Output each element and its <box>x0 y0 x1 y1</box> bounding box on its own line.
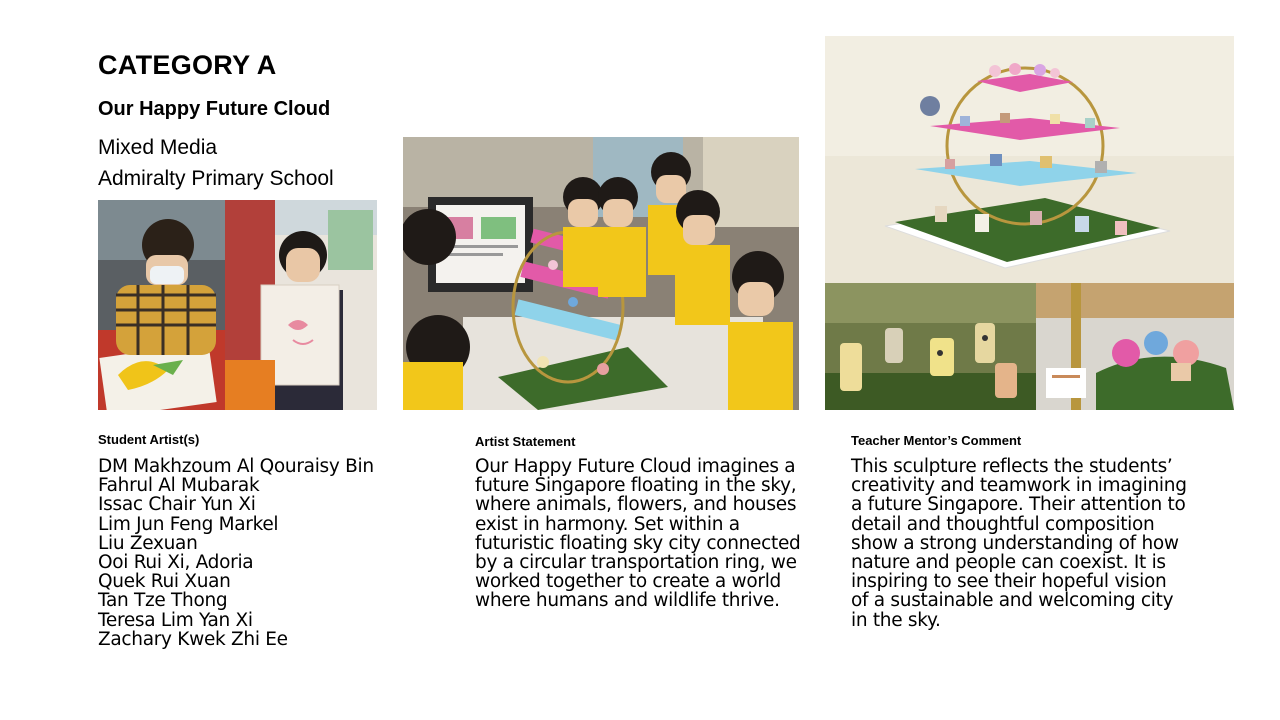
student-name: Lim Jun Feng Markel <box>98 513 279 535</box>
student-drawing-photo <box>98 200 377 410</box>
student-name: Zachary Kwek Zhi Ee <box>98 628 288 650</box>
sculpture-closeup-right-photo <box>1036 283 1234 410</box>
sculpture-closeup-left-photo <box>825 283 1036 410</box>
artwork-title: Our Happy Future Cloud <box>98 98 331 120</box>
sculpture-photo-art <box>825 36 1234 283</box>
student-name: Quek Rui Xuan <box>98 571 231 593</box>
student-name: Fahrul Al Mubarak <box>98 475 260 497</box>
mentor-comment-label: Teacher Mentor’s Comment <box>851 433 1022 448</box>
category-heading: CATEGORY A <box>98 50 277 80</box>
student-name: Teresa Lim Yan Xi <box>98 609 253 631</box>
artwork-medium: Mixed Media <box>98 136 218 159</box>
student-name: DM Makhzoum Al Qouraisy Bin <box>98 456 374 477</box>
students-with-sculpture-photo-art <box>403 137 799 410</box>
student-name: Issac Chair Yun Xi <box>98 494 256 516</box>
students-with-sculpture-photo <box>403 137 799 410</box>
mentor-comment-text: This sculpture reflects the students’ creativity and teamwork in imagining a future Singapore. Their attention to detail and thoughtful composition show a strong understanding of how nature and people can coexist. It is inspiring to see their hopeful vision of a sustainable and welcoming city in the sky. <box>851 456 1187 631</box>
student-drawing-photo-art <box>98 200 377 410</box>
student-artists-label: Student Artist(s) <box>98 432 200 447</box>
artist-statement-text: Our Happy Future Cloud imagines a future Singapore floating in the sky, where animals, flowers, and houses exist in harmony. Set within a futuristic floating sky city connected by a circular transportation ring, we worked together to create a world where humans and wildlife thrive. <box>475 456 801 612</box>
student-name: Tan Tze Thong <box>98 590 228 612</box>
school-name: Admiralty Primary School <box>98 167 334 190</box>
artist-statement-label: Artist Statement <box>475 434 576 449</box>
student-artists-list <box>98 457 418 649</box>
sculpture-photo <box>825 36 1234 283</box>
student-name: Liu Zexuan <box>98 532 198 554</box>
student-name: Ooi Rui Xi, Adoria <box>98 552 254 574</box>
sculpture-closeup-right-art <box>1036 283 1234 410</box>
sculpture-closeup-left-art <box>825 283 1036 410</box>
